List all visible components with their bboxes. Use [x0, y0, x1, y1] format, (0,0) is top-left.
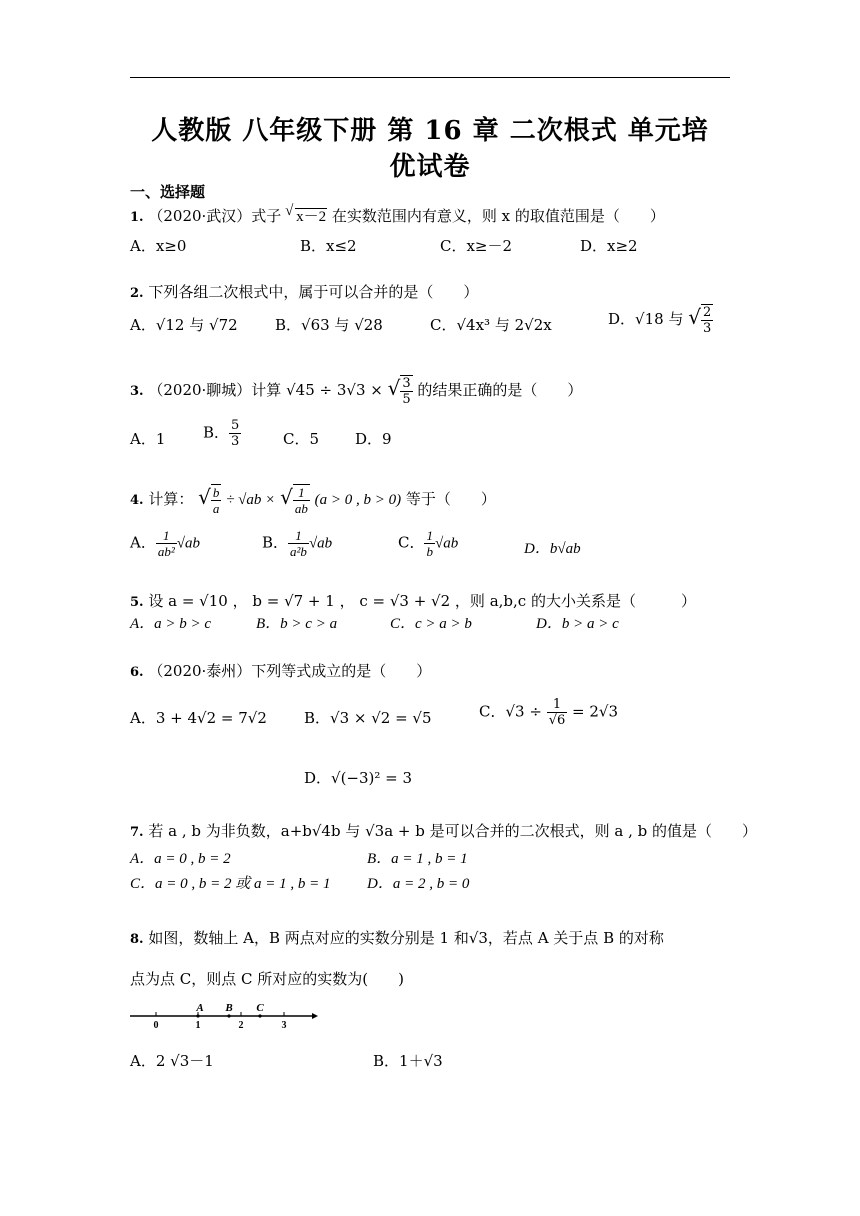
q6-option-b: B．√3 × √2 = √5 [304, 709, 432, 727]
q1-option-d: D．x≥2 [580, 237, 638, 255]
q4-option-b: B． $\frac{1}{\text{a²b}}$ √ab [262, 528, 333, 559]
question-text: 下列各组二次根式中，属于可以合并的是（ ） [148, 283, 479, 301]
question-number: 1. [130, 210, 144, 225]
q7-option-c: C．a = 0 , b = 2 或 a = 1 , b = 1 [130, 876, 331, 892]
q2-option-c: C．√4x³ 与 2√2x [430, 316, 552, 334]
question-7: 7. 若 a , b 为非负数，a+b√4b 与 √3a + b 是可以合并的二次根式，则 a , b 的值是（ ） [130, 822, 758, 840]
q4-option-c: C． $\frac{1}{b}$ √ab [398, 528, 459, 559]
tick-label-3: 3 [281, 1020, 287, 1030]
q5-option-b: B．b > c > a [256, 616, 338, 632]
q8-option-a: A．2 √3－1 [130, 1052, 214, 1070]
page-title: 人教版 八年级下册 第 16 章 二次根式 单元培 [151, 116, 709, 146]
number-line-figure [130, 1002, 320, 1030]
question-text: （2020·武汉）式子 [148, 207, 282, 225]
q2-option-d: D．√18 与 √ $\frac{2}{3}$ [608, 305, 712, 336]
q5-option-a: A．a > b > c [130, 616, 212, 632]
question-1 [130, 205, 665, 226]
q1-option-c: C．x≥－2 [440, 237, 513, 255]
q1-option-a: A．x≥0 [130, 237, 187, 255]
point-label-b: B [225, 1002, 233, 1014]
question-number: 8. [130, 932, 144, 947]
question-number: 6. [130, 665, 144, 680]
q2-option-b: B．√63 与 √28 [275, 316, 383, 334]
question-number: 4. [130, 493, 144, 508]
section-heading: 一、选择题 [130, 183, 206, 201]
point-label-c: C [256, 1002, 264, 1014]
q3-option-d: D．9 [355, 430, 392, 448]
q4-option-d: D．b√ab [524, 541, 581, 557]
top-rule [130, 77, 730, 78]
question-2 [130, 281, 478, 302]
question-number: 2. [130, 286, 144, 301]
q6-option-c: C．√3 ÷ $\frac{1}{√6}$ = 2√3 [479, 697, 619, 728]
question-text-tail: 在实数范围内有意义，则 x 的取值范围是（ ） [331, 207, 665, 225]
question-3: 3. （2020·聊城）计算 √45 ÷ 3√3 × √ $\frac{3}{5}$ 的结果正确的是（ ） [130, 376, 583, 407]
point-label-a: A [196, 1002, 204, 1014]
q6-option-d: D．√(−3)² = 3 [304, 769, 413, 787]
q5-option-c: C．c > a > b [390, 616, 472, 632]
q3-option-c: C．5 [283, 430, 320, 448]
tick-label-2: 2 [238, 1020, 244, 1030]
q7-option-b: B．a = 1 , b = 1 [367, 851, 468, 867]
page-title-line2: 优试卷 [389, 152, 471, 182]
question-4: 4. 计算： √ $\frac{b}{a}$ ÷ √ab × √ $\frac{1}{ab}$ (a > 0 , b > 0) 等于（ ） [130, 485, 496, 516]
q3-option-b: B． $\frac{5}{3}$ [203, 418, 240, 449]
number-line-arrow [312, 1013, 318, 1019]
question-number: 3. [130, 384, 144, 399]
point-a-dot [196, 1014, 199, 1017]
q8-option-b: B．1＋√3 [373, 1052, 443, 1070]
q7-option-d: D．a = 2 , b = 0 [367, 876, 470, 892]
math-expression: √45 ÷ 3√3 × [286, 381, 383, 399]
question-5: 5. 设 a = √10 ， b = √7 + 1 ， c = √3 + √2 ，则 a,b,c 的大小关系是（ ） [130, 592, 696, 610]
q3-option-a: A．1 [130, 430, 166, 448]
point-c-dot [258, 1014, 261, 1017]
question-6: 6. （2020·泰州）下列等式成立的是（ ） [130, 662, 432, 680]
question-8-line2: 点为点 C，则点 C 所对应的实数为( ) [130, 970, 404, 988]
q7-option-a: A．a = 0 , b = 2 [130, 851, 231, 867]
q6-option-a: A．3 + 4√2 = 7√2 [130, 709, 267, 727]
question-8: 8. 如图，数轴上 A，B 两点对应的实数分别是 1 和√3，若点 A 关于点 B 的对称 [130, 929, 664, 947]
q2-option-a: A．√12 与 √72 [130, 316, 238, 334]
question-number: 7. [130, 825, 144, 840]
q5-option-d: D．b > a > c [536, 616, 619, 632]
q1-option-b: B．x≤2 [300, 237, 357, 255]
question-number: 5. [130, 595, 144, 610]
sqrt-expression: √ x－2 [286, 205, 327, 226]
q4-option-a: A． $\frac{1}{\text{ab²}}$ √ab [130, 528, 200, 559]
tick-label-0: 0 [153, 1020, 159, 1030]
tick-label-1: 1 [195, 1020, 201, 1030]
point-b-dot [227, 1014, 230, 1017]
